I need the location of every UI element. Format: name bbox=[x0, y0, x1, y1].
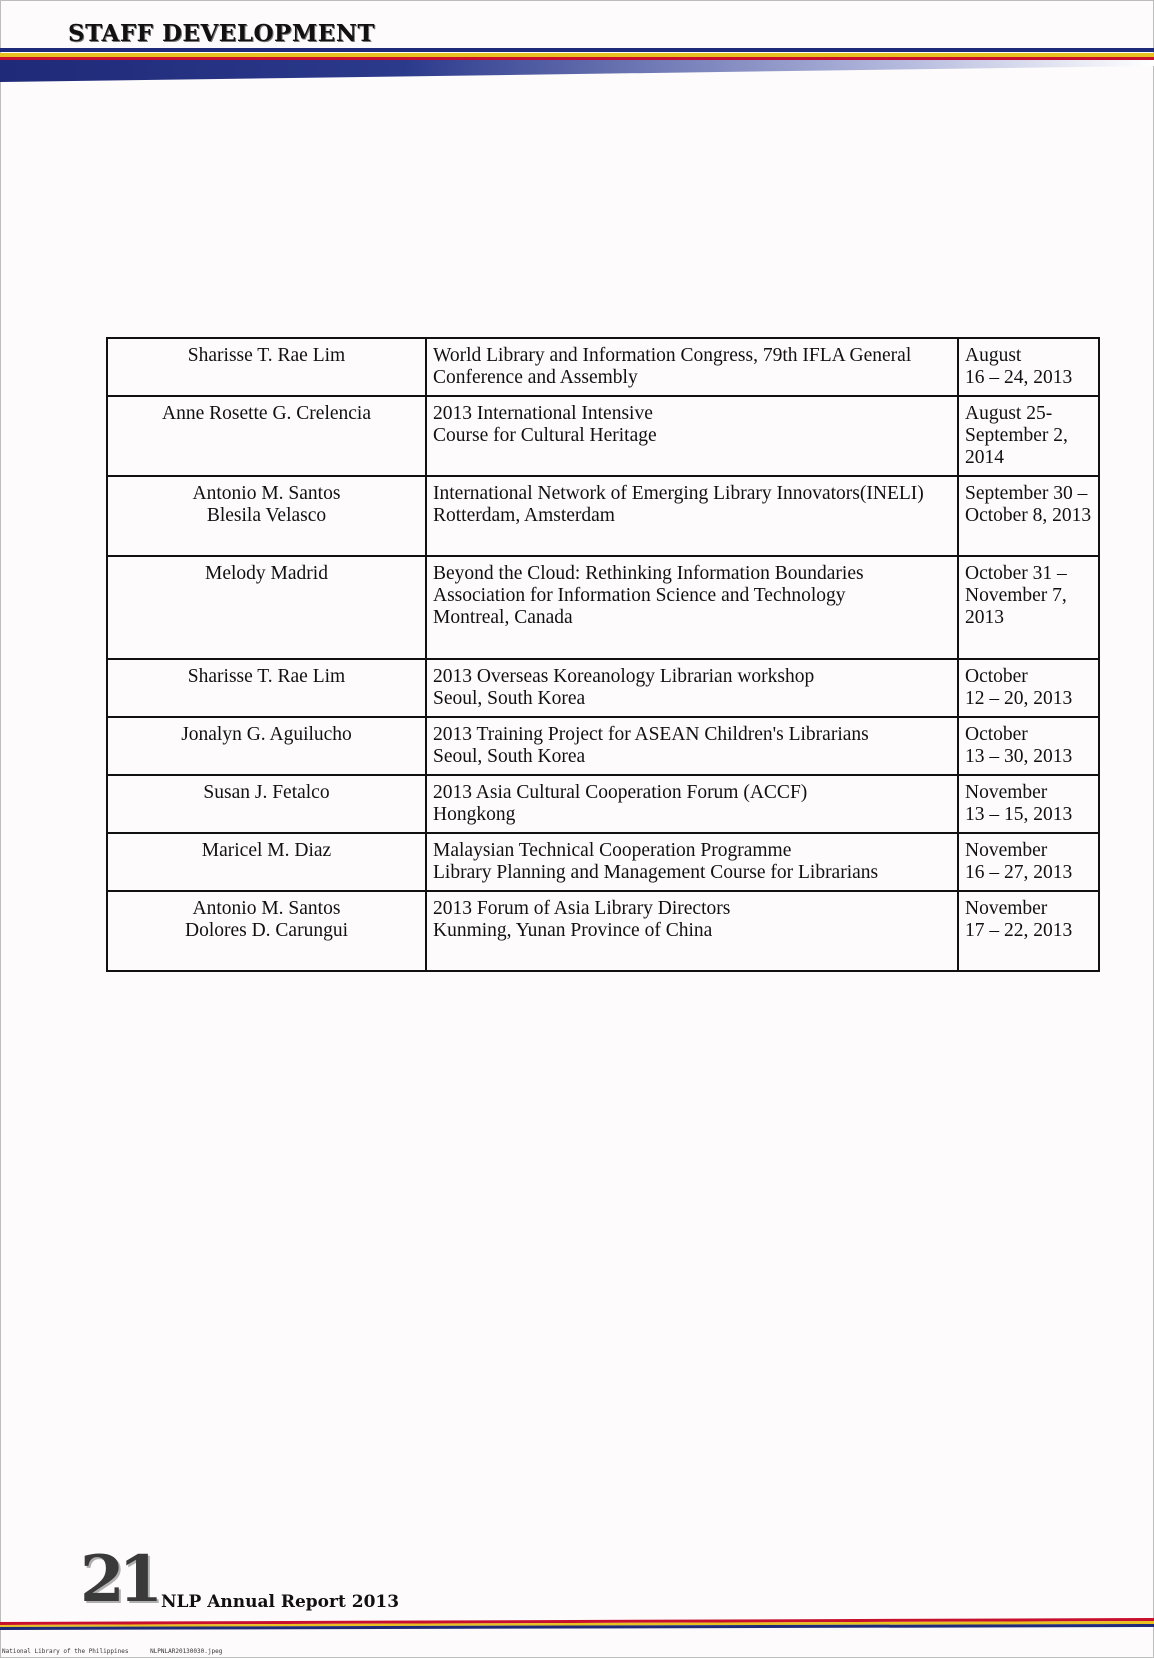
participant-cell bbox=[107, 717, 426, 775]
date-cell bbox=[958, 775, 1099, 833]
footer-band bbox=[0, 1618, 1154, 1630]
table-row bbox=[107, 659, 1099, 717]
event-cell bbox=[426, 476, 958, 556]
event-cell bbox=[426, 775, 958, 833]
event-cell bbox=[426, 717, 958, 775]
participant-cell bbox=[107, 556, 426, 659]
date-line: November bbox=[965, 898, 1048, 919]
event-line: Rotterdam, Amsterdam bbox=[433, 505, 615, 526]
event-line: 2013 Asia Cultural Cooperation Forum (ACCF) bbox=[433, 782, 808, 803]
date-cell bbox=[958, 556, 1099, 659]
header-band bbox=[0, 48, 1154, 82]
event-line: 2013 Overseas Koreanology Librarian workshop bbox=[433, 666, 815, 687]
date-cell bbox=[958, 396, 1099, 476]
event-line: Seoul, South Korea bbox=[433, 688, 586, 709]
participant-name: Anne Rosette G. Crelencia bbox=[161, 403, 371, 424]
table-row bbox=[107, 833, 1099, 891]
date-line: 17 – 22, 2013 bbox=[965, 920, 1073, 941]
date-line: 2013 bbox=[965, 607, 1004, 628]
participant-name: Sharisse T. Rae Lim bbox=[187, 666, 346, 687]
date-line: August 25- bbox=[965, 403, 1053, 424]
date-cell bbox=[958, 476, 1099, 556]
event-line: Hongkong bbox=[433, 804, 516, 825]
event-line: 2013 Forum of Asia Library Directors bbox=[433, 898, 731, 919]
date-line: November bbox=[965, 840, 1048, 861]
staff-development-table bbox=[106, 337, 1100, 972]
date-line: September 2, bbox=[965, 425, 1068, 446]
report-name: NLP Annual Report 2013 bbox=[161, 1592, 400, 1612]
table-row bbox=[107, 775, 1099, 833]
event-line: 2013 Training Project for ASEAN Children's Librarians bbox=[433, 724, 869, 745]
date-cell bbox=[958, 659, 1099, 717]
event-line: Beyond the Cloud: Rethinking Information Boundaries bbox=[433, 563, 864, 584]
date-line: 13 – 15, 2013 bbox=[965, 804, 1073, 825]
date-cell bbox=[958, 717, 1099, 775]
event-line: Course for Cultural Heritage bbox=[433, 425, 657, 446]
date-line: 16 – 27, 2013 bbox=[965, 862, 1073, 883]
participant-name: Dolores D. Carungui bbox=[184, 920, 349, 941]
event-line: Library Planning and Management Course for Librarians bbox=[433, 862, 879, 883]
date-cell bbox=[958, 891, 1099, 971]
table-row bbox=[107, 556, 1099, 659]
event-line: World Library and Information Congress, 79th IFLA General bbox=[433, 345, 912, 366]
page-number: 21 bbox=[80, 1542, 158, 1617]
participant-name: Sharisse T. Rae Lim bbox=[187, 345, 346, 366]
source-file: NLPNLAR20130030.jpeg bbox=[150, 1648, 223, 1655]
date-line: October bbox=[965, 724, 1028, 745]
event-cell bbox=[426, 833, 958, 891]
participant-cell bbox=[107, 338, 426, 396]
participant-name: Blesila Velasco bbox=[206, 505, 327, 526]
date-cell bbox=[958, 338, 1099, 396]
event-cell bbox=[426, 556, 958, 659]
table-row bbox=[107, 717, 1099, 775]
date-line: November 7, bbox=[965, 585, 1067, 606]
event-line: Kunming, Yunan Province of China bbox=[433, 920, 713, 941]
participant-name: Maricel M. Diaz bbox=[201, 840, 332, 861]
event-line: Montreal, Canada bbox=[433, 607, 573, 628]
event-line: 2013 International Intensive bbox=[433, 403, 653, 424]
table-row bbox=[107, 396, 1099, 476]
section-title: STAFF DEVELOPMENT bbox=[68, 20, 375, 47]
participant-cell bbox=[107, 659, 426, 717]
participant-cell bbox=[107, 775, 426, 833]
source-library: National Library of the Philippines bbox=[2, 1648, 129, 1655]
participant-name: Susan J. Fetalco bbox=[203, 782, 330, 803]
date-line: 12 – 20, 2013 bbox=[965, 688, 1073, 709]
date-line: August bbox=[965, 345, 1022, 366]
date-line: 2014 bbox=[965, 447, 1004, 468]
date-line: 13 – 30, 2013 bbox=[965, 746, 1073, 767]
date-line: November bbox=[965, 782, 1048, 803]
participant-cell bbox=[107, 833, 426, 891]
event-cell bbox=[426, 396, 958, 476]
date-line: September 30 – bbox=[965, 483, 1088, 504]
table-row bbox=[107, 891, 1099, 971]
participant-name: Melody Madrid bbox=[205, 563, 328, 584]
date-line: 16 – 24, 2013 bbox=[965, 367, 1073, 388]
event-line: Seoul, South Korea bbox=[433, 746, 586, 767]
table-row bbox=[107, 338, 1099, 396]
event-cell bbox=[426, 891, 958, 971]
table-row bbox=[107, 476, 1099, 556]
date-line: October 31 – bbox=[965, 563, 1067, 584]
event-line: Conference and Assembly bbox=[433, 367, 638, 388]
event-line: International Network of Emerging Library Innovators(INELI) bbox=[433, 483, 924, 504]
event-cell bbox=[426, 338, 958, 396]
event-line: Malaysian Technical Cooperation Programme bbox=[433, 840, 792, 861]
participant-name: Antonio M. Santos bbox=[192, 483, 341, 504]
participant-cell bbox=[107, 476, 426, 556]
source-footnote bbox=[2, 1648, 240, 1655]
event-cell bbox=[426, 659, 958, 717]
participant-name: Jonalyn G. Aguilucho bbox=[181, 724, 352, 745]
event-line: Association for Information Science and Technology bbox=[433, 585, 846, 606]
date-line: October bbox=[965, 666, 1028, 687]
date-line: October 8, 2013 bbox=[965, 505, 1092, 526]
participant-cell bbox=[107, 396, 426, 476]
participant-name: Antonio M. Santos bbox=[192, 898, 341, 919]
participant-cell bbox=[107, 891, 426, 971]
date-cell bbox=[958, 833, 1099, 891]
